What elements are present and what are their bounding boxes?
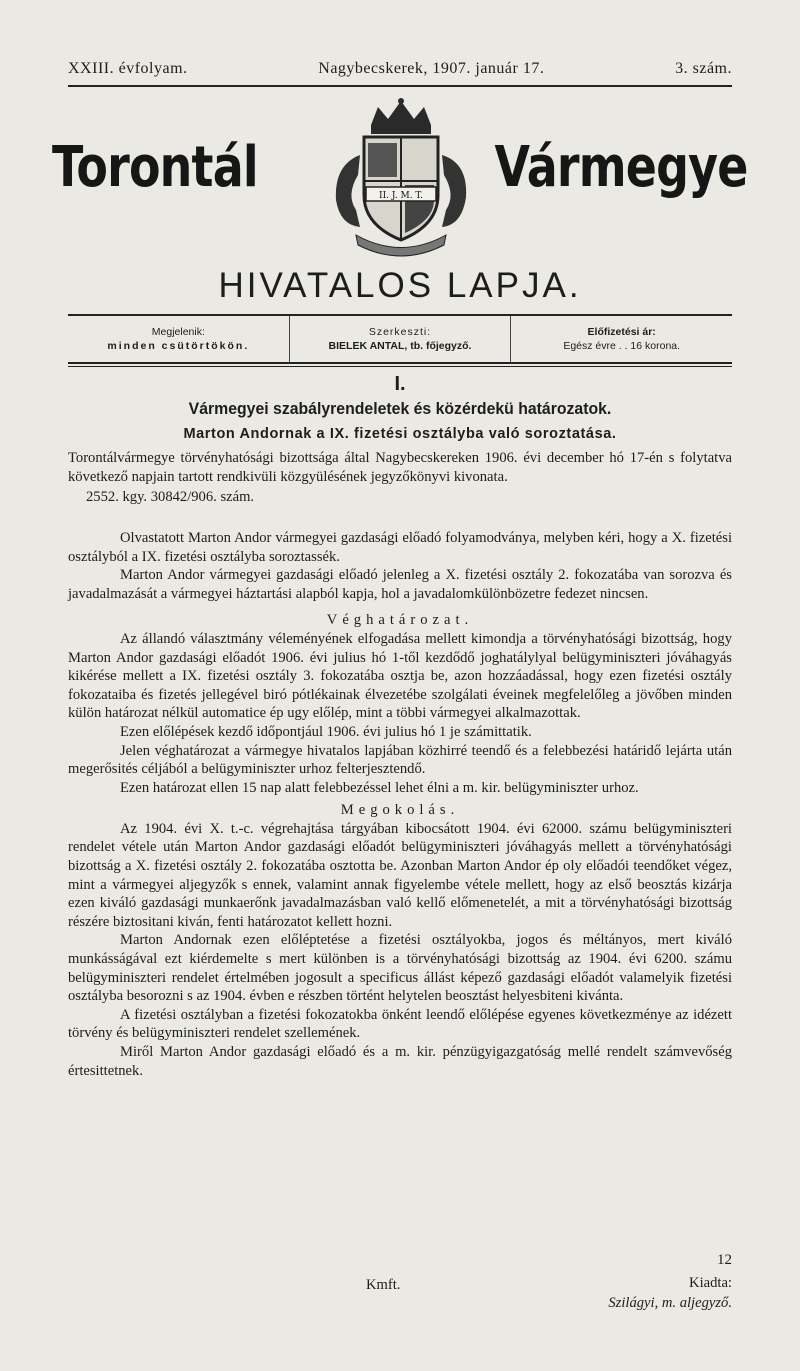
signature-block: [608, 1273, 732, 1313]
paragraph-6: Ezen határozat ellen 15 nap alatt felebbezéssel lehet élni a m. kir. belügyminiszter urhoz.: [120, 779, 639, 796]
paragraph-9: A fizetési osztályban a fizetési fokozatokba önként leendő előlépése egyenes következménye az idézett törvény és belügyminiszteri rendelet szellemének.: [68, 1006, 732, 1042]
paragraph-2: Marton Andor vármegyei gazdasági előadó jelenleg a X. fizetési osztály 2. fokozatába van sorozva és javadalmazását a vármegyei háztartási alapból kapja, hol a javadalomkülönbözetre fedezet nincsen.: [68, 567, 732, 602]
page-number: 12: [717, 1252, 732, 1268]
info-price-label: Előfizetési ár:: [587, 325, 656, 338]
volume-label: XXIII. évfolyam.: [68, 60, 188, 77]
masthead-title-right: Vármegye: [494, 135, 748, 200]
paragraph-8: Marton Andornak ezen előléptetése a fizetési osztályokba, jogos és méltányos, mert kiváló munkásságával ezt kiérdemelte s mert különben is a törvényhatósági bizottság az 1904. évi 6200. számu belügyminiszteri rendelet értelmében jogosult a specificus állást képező gazdasági előadót valamelyik fizetési osztályba besorozni s az 1904. évben e részben történt helytelen beosztást helyesbiteni kivánta.: [68, 932, 732, 1005]
crest-label: II. J. M. T.: [379, 191, 423, 201]
info-editor-label: Szerkeszti:: [368, 325, 432, 338]
subtitle: HIVATALOS LAPJA.: [218, 266, 582, 305]
heading-decision: Véghatározat.: [326, 612, 474, 629]
issued-by: Szilágyi, m. aljegyző.: [608, 1295, 732, 1311]
article: [68, 372, 732, 1080]
place-date: Nagybecskerek, 1907. január 17.: [318, 60, 545, 77]
paragraph-7: Az 1904. évi X. t.-c. végrehajtása tárgyában kibocsátott 1904. évi 62000. számu belügyminiszteri rendelet vétele után Marton Andor gazdasági előadót belügyminiszteri jóváhagyás mellett a törvényhatósági bizottság a X. fizetési osztály 2. fokozatába osztotta be. Azonban Marton Andor ép oly előadói teendőket végez, mint a vármegyei aljegyzők s ennek, valamint annak figyelembe vétele mellett, hogy az első beosztás kizárja ezen kiváló gazdasági munkaerőnk javadalmazásban való kellő előmenetelét, a mit a törvényhatósági bizottság részére biztositani kiván, fenti határozatot kellett hozni.: [68, 820, 732, 930]
paragraph-1: Olvastatott Marton Andor vármegyei gazdasági előadó folyamodványa, melyben kéri, hogy a X. fizetési osztályból a IX. fizetési osztályba soroztassék.: [68, 529, 732, 565]
issued-label: Kiadta:: [689, 1275, 732, 1291]
masthead: [52, 95, 748, 265]
intro-paragraph: Torontálvármegye törvényhatósági bizottsága által Nagybecskereken 1906. évi december hó 17-én s folytatva következő napjain tartott rendkivüli közgyülésének jegyzőkönyvi kivonata.: [68, 450, 732, 485]
paragraph-5: Jelen véghatározat a vármegye hivatalos lapjában közhirré teendő és a felebbezési határidő lejárta után megerősités céljából a belügyminiszter urhoz felterjesztendő.: [68, 742, 732, 778]
paragraph-3: Az állandó választmány véleményének elfogadása mellett kimondja a törvényhatósági bizottság, hogy Marton Andor gazdasági előadót 1906. évi julius hó 1-től kezdődő joghatálylyal belügyminiszteri jóváhagyás kikérése mellett a IX. fizetési osztály 3. fokozatába osztja be, azon hozzáadással, hogy ezen fizetési osztály fokozataiba és fizetés jellegével biró pótlékainak élvezetébe szolgálati éveinek megfelelőleg a jövőben minden külön határozat nélkül automatice ép ugy előlép, mint a többi vármegyei alkalmazottak.: [68, 630, 732, 722]
reference-number: 2552. kgy. 30842/906. szám.: [86, 489, 255, 506]
info-box: [68, 314, 732, 364]
info-price-value: Egész évre . . 16 korona.: [563, 340, 681, 352]
paragraph-10: Miről Marton Andor gazdasági előadó és a m. kir. pénzügyigazgatóság mellé rendelt számvevőség értesittetnek.: [68, 1044, 732, 1079]
paragraph-4: Ezen előlépések kezdő időpontjául 1906. évi julius hó 1 je számittatik.: [120, 723, 532, 740]
kmft-label: Kmft.: [366, 1277, 401, 1293]
section-number: I.: [394, 373, 406, 395]
heading-reasoning: Megokolás.: [340, 802, 460, 819]
info-publication-label: Megjelenik:: [151, 325, 205, 338]
info-price: [510, 316, 732, 362]
masthead-title-left: Torontál: [52, 135, 258, 200]
info-rule: [68, 366, 732, 367]
info-publication-value: minden csütörtökön.: [107, 340, 250, 352]
header-rule: [68, 85, 732, 87]
coat-of-arms-icon: [316, 95, 486, 265]
item-title: Marton Andornak a IX. fizetési osztályba való soroztatása.: [183, 425, 617, 442]
issue-number: 3. szám.: [675, 60, 732, 77]
section-title: Vármegyei szabályrendeletek és közérdekü határozatok.: [188, 399, 612, 418]
info-editor-value: BIELEK ANTAL, tb. főjegyző.: [328, 340, 472, 352]
info-publication: [68, 316, 289, 362]
info-editor: [289, 316, 511, 362]
header-line: [68, 60, 732, 78]
